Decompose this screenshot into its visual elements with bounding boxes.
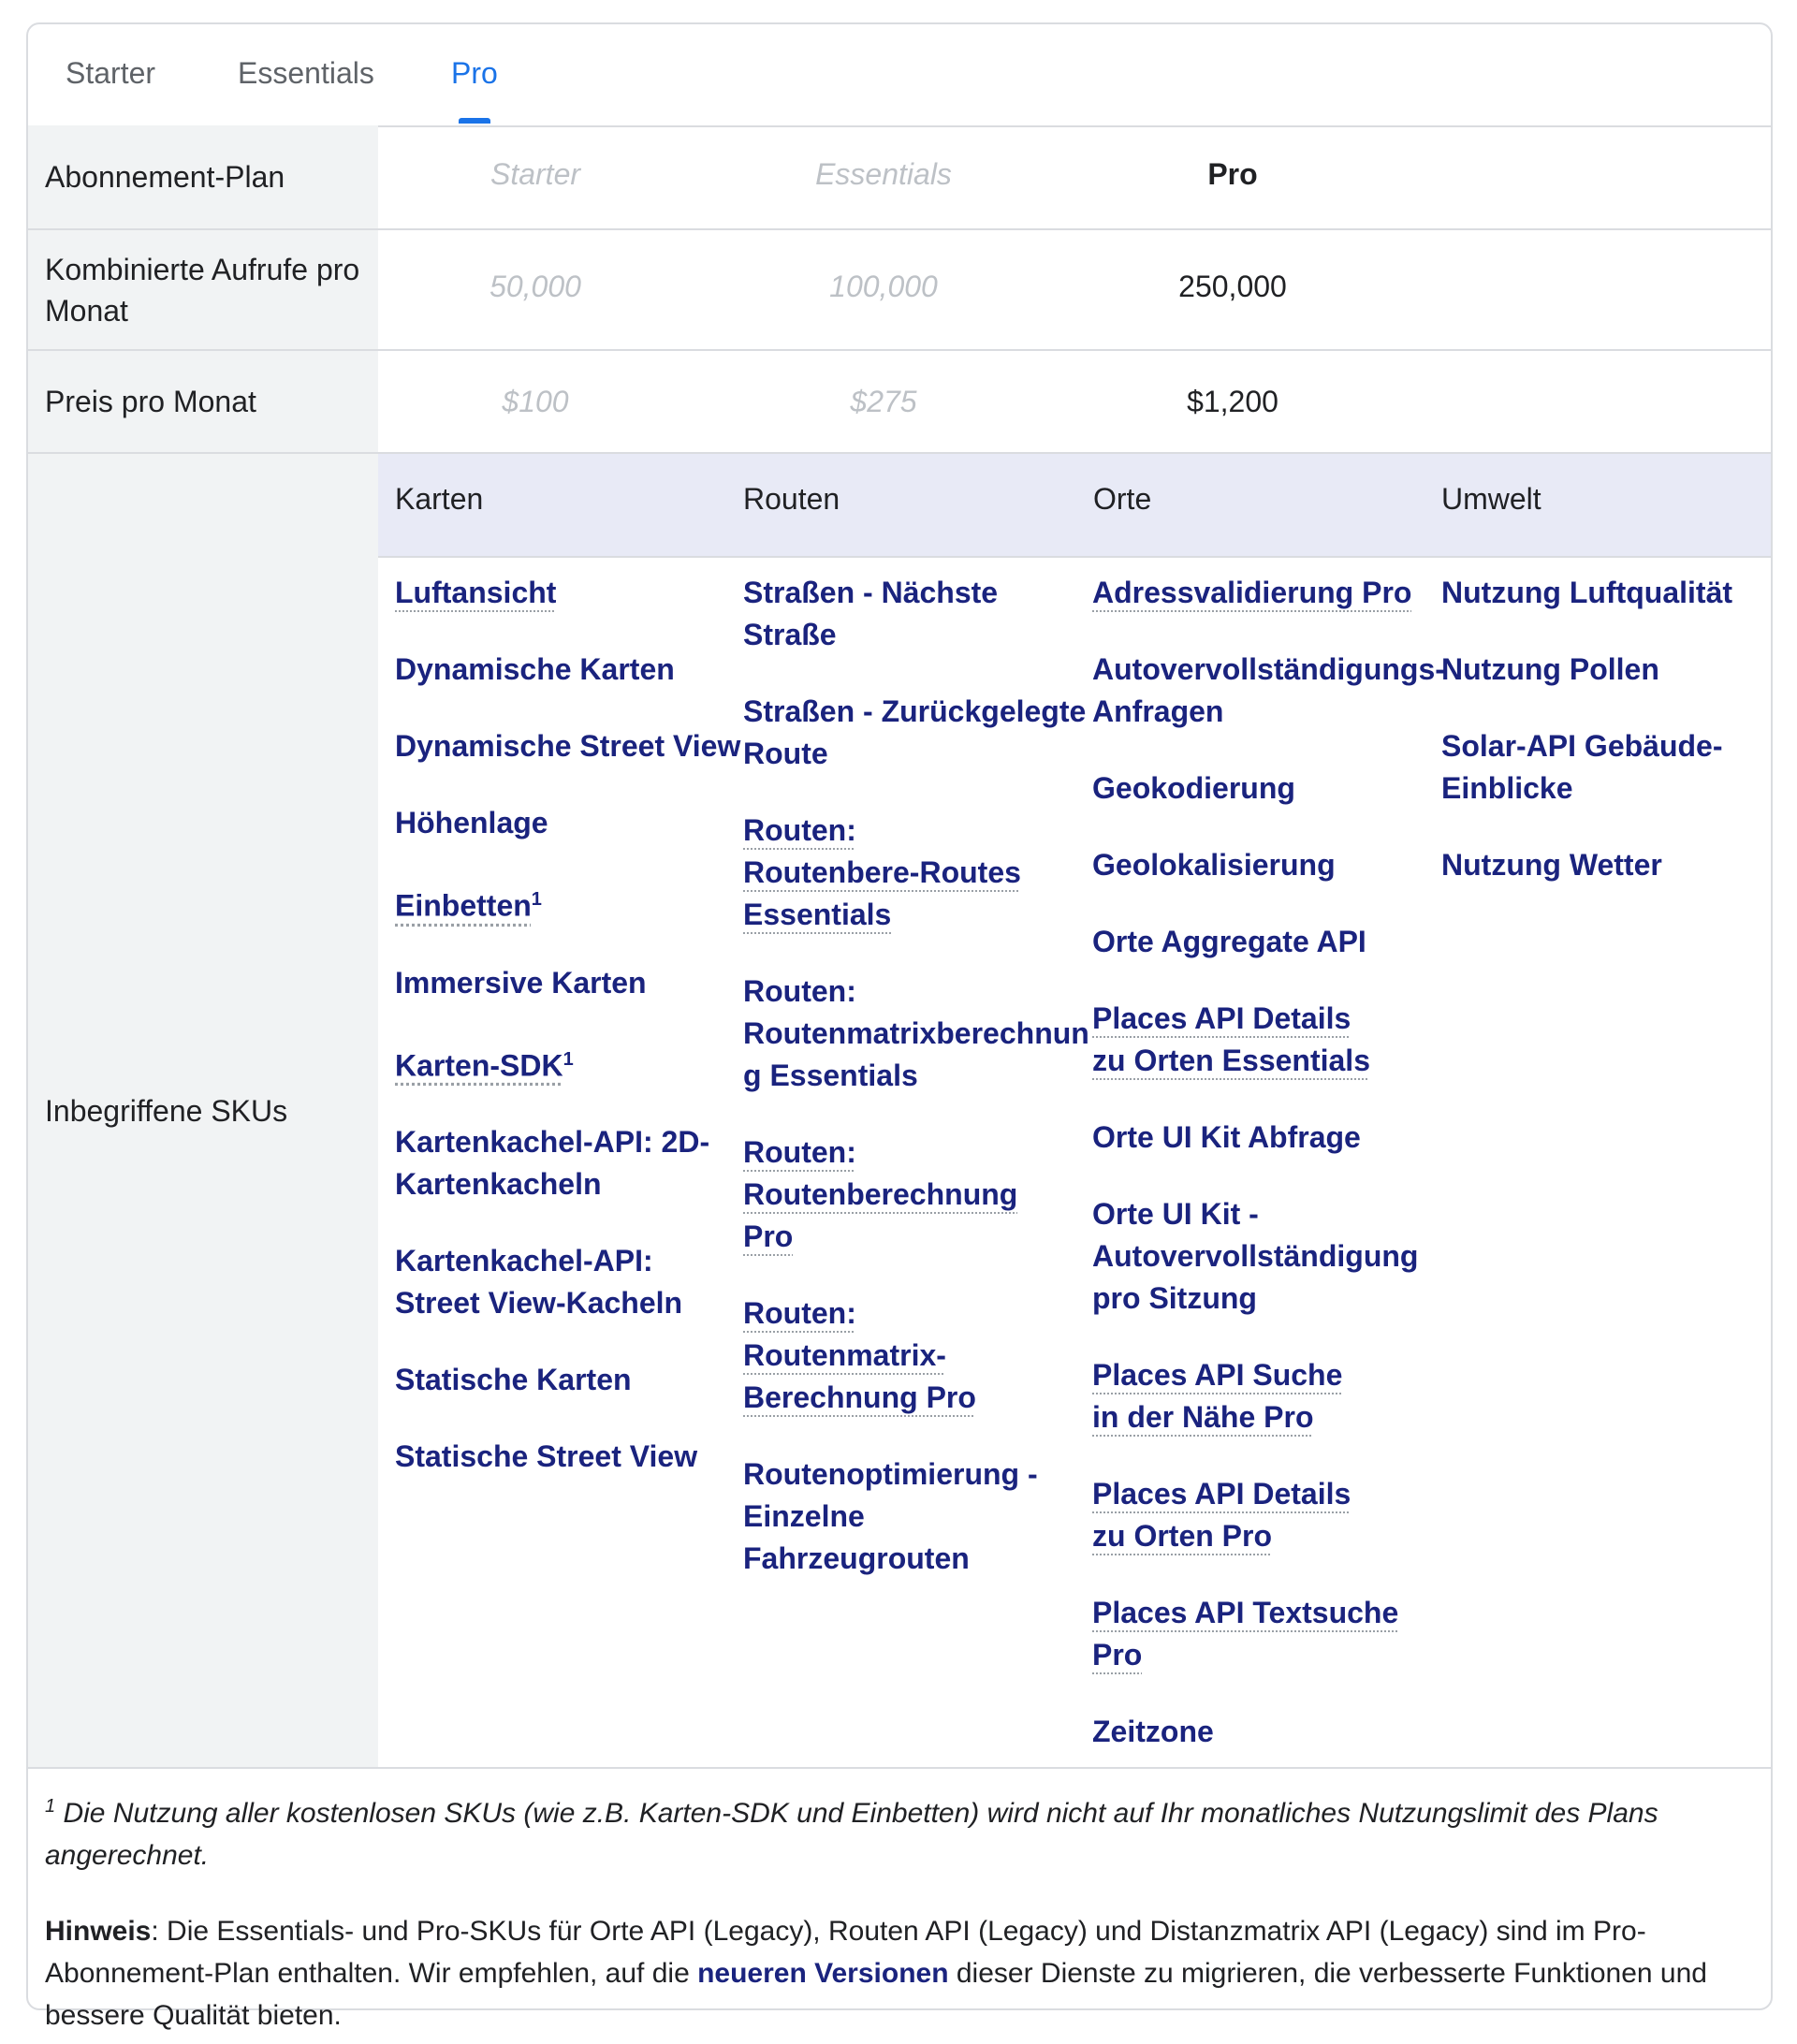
- header-umwelt: Umwelt: [1441, 482, 1541, 516]
- sku-link[interactable]: Straßen - Nächste Straße: [743, 576, 999, 651]
- sku-link[interactable]: Places API Details zu Orten Pro: [1092, 1477, 1351, 1553]
- price-essentials: $275: [850, 385, 917, 418]
- note-text: : Die Essentials- und Pro-SKUs für Orte API (Legacy), Routen API (Legacy) und Distanzmatrix API (Legacy) sind im Pro-Abonnement-Plan enthalten. Wir empfehlen, auf die: [45, 1916, 1646, 1989]
- plan-pro: Pro: [1207, 157, 1258, 191]
- price-pro: $1,200: [1187, 385, 1278, 418]
- plan-tabs: [28, 24, 1771, 127]
- sku-link[interactable]: Places API Details zu Orten Essentials: [1092, 1001, 1370, 1077]
- sku-link[interactable]: Places API Suche in der Nähe Pro: [1092, 1358, 1343, 1434]
- header-karten: Karten: [395, 482, 484, 516]
- sku-link[interactable]: Solar-API Gebäude-Einblicke: [1441, 729, 1723, 805]
- plan-starter: Starter: [489, 157, 581, 191]
- sku-link[interactable]: Adressvalidierung Pro: [1092, 576, 1412, 609]
- sku-link[interactable]: Orte UI Kit - Autovervollständigung pro Sitzung: [1092, 1197, 1419, 1315]
- header-orte: Orte: [1093, 482, 1152, 516]
- sku-link[interactable]: Routen: Routenberechnung Pro: [743, 1135, 1018, 1253]
- row-label: Abonnement-Plan: [28, 125, 378, 228]
- tab-pro[interactable]: Pro: [451, 56, 498, 90]
- sku-link[interactable]: Luftansicht: [395, 576, 557, 609]
- calls-starter: 50,000: [489, 270, 581, 303]
- price-starter: $100: [502, 385, 569, 418]
- row-price: [28, 351, 1771, 454]
- calls-essentials: 100,000: [829, 270, 938, 303]
- sku-link[interactable]: Routenoptimierung - Einzelne Fahrzeugrouten: [743, 1457, 1038, 1575]
- footer: [28, 1769, 1771, 2037]
- sku-link[interactable]: Straßen - Zurückgelegte Route: [743, 694, 1087, 770]
- sku-link[interactable]: Routen: Routenbere-Routes Essentials: [743, 813, 1021, 931]
- sku-link[interactable]: Nutzung Wetter: [1441, 848, 1662, 882]
- sku-link[interactable]: Höhenlage: [395, 806, 548, 840]
- row-label: Kombinierte Aufrufe pro Monat: [28, 230, 378, 349]
- row-label: Inbegriffene SKUs: [28, 454, 378, 1767]
- sku-link[interactable]: Places API Textsuche Pro: [1092, 1596, 1399, 1672]
- sku-link[interactable]: Statische Street View: [395, 1439, 698, 1474]
- sku-link[interactable]: Autovervollständigungs-Anfragen: [1092, 652, 1445, 728]
- sku-category-header: [378, 454, 1771, 558]
- sku-link[interactable]: Einbetten: [395, 888, 532, 923]
- tab-starter[interactable]: Starter: [66, 56, 156, 90]
- sku-link[interactable]: Geolokalisierung: [1092, 848, 1336, 882]
- umwelt-column: [1441, 572, 1790, 921]
- tab-essentials[interactable]: Essentials: [238, 56, 374, 90]
- sku-link[interactable]: Karten-SDK: [395, 1048, 563, 1083]
- routen-column: [743, 572, 1091, 1614]
- orte-column: [1092, 572, 1445, 1788]
- sku-link[interactable]: Kartenkachel-API: 2D-Kartenkacheln: [395, 1125, 710, 1202]
- pricing-card: [26, 22, 1773, 2031]
- sku-link[interactable]: Statische Karten: [395, 1363, 632, 1397]
- footnote-marker: 1: [45, 1796, 56, 1817]
- sku-link[interactable]: Immersive Karten: [395, 965, 647, 1000]
- sku-item: [395, 879, 542, 927]
- sku-link[interactable]: Zeitzone: [1092, 1715, 1214, 1748]
- newer-versions-link[interactable]: neueren Versionen: [697, 1958, 949, 1989]
- sku-link[interactable]: Routen: Routenmatrix-Berechnung Pro: [743, 1296, 976, 1414]
- karten-column: [395, 572, 743, 1512]
- sku-link[interactable]: Nutzung Luftqualität: [1441, 576, 1733, 609]
- sku-link[interactable]: Routen: Routenmatrixberechnung Essentials: [743, 974, 1089, 1092]
- sku-item: [395, 1039, 574, 1088]
- sku-link[interactable]: Orte Aggregate API: [1092, 925, 1366, 958]
- sku-link[interactable]: Dynamische Karten: [395, 652, 675, 686]
- footnote-text: Die Nutzung aller kostenlosen SKUs (wie z.B. Karten-SDK und Einbetten) wird nicht auf Ihr monatliches Nutzungslimit des Plans angerechnet.: [45, 1798, 1658, 1871]
- plan-essentials: Essentials: [815, 157, 952, 191]
- sku-link[interactable]: Dynamische Street View: [395, 729, 741, 763]
- note-label: Hinweis: [45, 1916, 152, 1947]
- note: [45, 1910, 1754, 2037]
- active-tab-indicator: [459, 118, 490, 124]
- row-plan: [28, 125, 1771, 230]
- sku-link[interactable]: Orte UI Kit Abfrage: [1092, 1120, 1361, 1154]
- footnote-marker: 1: [531, 889, 542, 910]
- footnote-marker: 1: [562, 1048, 574, 1070]
- sku-link[interactable]: Kartenkachel-API: Street View-Kacheln: [395, 1244, 683, 1321]
- row-label: Preis pro Monat: [28, 351, 378, 452]
- sku-link[interactable]: Geokodierung: [1092, 771, 1295, 805]
- calls-pro: 250,000: [1178, 270, 1287, 303]
- footnote: [45, 1786, 1754, 1876]
- row-skus: [28, 454, 1771, 1769]
- sku-link[interactable]: Nutzung Pollen: [1441, 652, 1659, 686]
- note-text: dieser Dienste zu migrieren, die verbesserte Funktionen und bessere Qualität bieten.: [45, 1958, 1707, 2031]
- row-calls: [28, 230, 1771, 351]
- header-routen: Routen: [743, 482, 840, 516]
